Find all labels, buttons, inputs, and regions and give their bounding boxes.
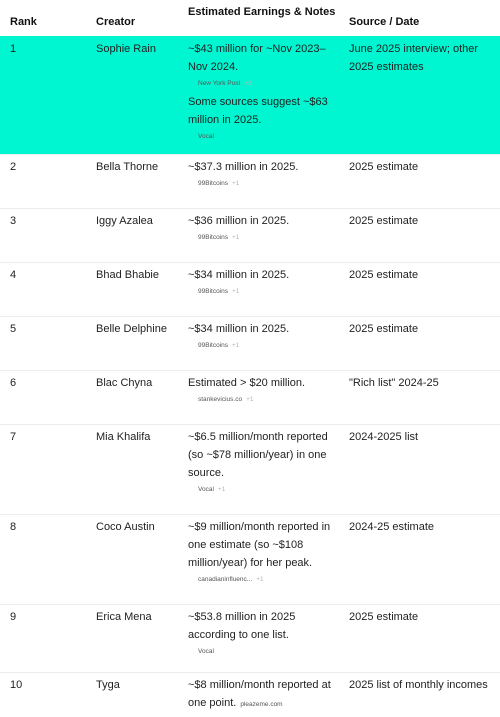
note-text: ~$37.3 million in 2025.	[188, 161, 299, 173]
notes-cell	[188, 608, 340, 661]
citation-more-count[interactable]: +1	[232, 234, 240, 241]
creator-cell: Belle Delphine	[96, 323, 167, 335]
citation-source[interactable]: stankevicius.co	[198, 396, 243, 403]
citation-source[interactable]: Vocal	[198, 133, 214, 140]
source-cell: 2025 estimate	[349, 323, 419, 335]
table-header	[0, 0, 500, 36]
table-row	[0, 262, 500, 316]
notes-cell	[188, 518, 340, 589]
notes-cell	[188, 320, 340, 355]
rank-cell: 4	[10, 269, 17, 281]
table-row	[0, 672, 500, 717]
note-text: ~$8 million/month reported at one point.	[188, 679, 331, 709]
table-row	[0, 316, 500, 370]
notes-cell	[188, 212, 340, 247]
row-divider	[0, 316, 500, 317]
rank-cell: 10	[10, 679, 23, 691]
creator-cell: Iggy Azalea	[96, 215, 153, 227]
note-text: ~$9 million/month reported in one estimate (so ~$108 million/year) for her peak.	[188, 521, 331, 569]
row-divider	[0, 208, 500, 209]
row-divider	[0, 604, 500, 605]
table-row	[0, 604, 500, 672]
table-row	[0, 154, 500, 208]
citation-more-count[interactable]: +2	[244, 80, 252, 87]
note-text: Estimated > $20 million.	[188, 377, 306, 389]
citation-source[interactable]: 99Bitcoins	[198, 234, 228, 241]
creator-cell: Blac Chyna	[96, 377, 153, 389]
rank-cell: 8	[10, 521, 17, 533]
row-divider	[0, 370, 500, 371]
creator-cell: Tyga	[96, 679, 120, 691]
row-divider	[0, 672, 500, 673]
citation-source[interactable]: Vocal	[198, 486, 214, 493]
citation-more-count[interactable]: +1	[232, 288, 240, 295]
table-row	[0, 514, 500, 604]
citation-chip[interactable]	[198, 233, 340, 243]
notes-cell	[188, 158, 340, 193]
row-divider	[0, 262, 500, 263]
rank-cell: 7	[10, 431, 17, 443]
header-rank: Rank	[10, 16, 37, 28]
source-cell: 2025 estimate	[349, 215, 419, 227]
citation-chip[interactable]	[198, 575, 340, 585]
row-divider	[0, 514, 500, 515]
rank-cell: 9	[10, 611, 17, 623]
note-text: ~$36 million in 2025.	[188, 215, 290, 227]
rank-cell: 6	[10, 377, 17, 389]
citation-more-count[interactable]: +1	[232, 180, 240, 187]
citation-chip[interactable]	[198, 647, 340, 657]
citation-chip[interactable]	[198, 395, 340, 405]
rank-cell: 1	[10, 43, 17, 55]
header-notes: Estimated Earnings & Notes	[188, 6, 336, 18]
source-cell: 2024-2025 list	[349, 431, 419, 443]
citation-source[interactable]: canadianinfluenc...	[198, 576, 253, 583]
citation-chip[interactable]	[240, 701, 282, 708]
source-cell: 2025 estimate	[349, 269, 419, 281]
citation-more-count[interactable]: +1	[256, 576, 264, 583]
citation-chip[interactable]	[198, 287, 340, 297]
citation-more-count[interactable]: +1	[232, 342, 240, 349]
citation-chip[interactable]	[198, 485, 340, 495]
citation-source[interactable]: Vocal	[198, 648, 214, 655]
source-cell: 2025 estimate	[349, 161, 419, 173]
notes-cell	[188, 676, 340, 712]
row-divider	[0, 154, 500, 155]
citation-source[interactable]: 99Bitcoins	[198, 180, 228, 187]
citation-chip[interactable]	[198, 79, 340, 89]
creator-cell: Bella Thorne	[96, 161, 159, 173]
citation-source[interactable]: 99Bitcoins	[198, 342, 228, 349]
citation-chip[interactable]	[198, 132, 340, 142]
table-row	[0, 424, 500, 514]
creator-cell: Coco Austin	[96, 521, 155, 533]
creator-cell: Bhad Bhabie	[96, 269, 159, 281]
table-row	[0, 36, 500, 154]
creator-cell: Erica Mena	[96, 611, 152, 623]
source-cell: 2024-25 estimate	[349, 521, 434, 533]
creator-cell: Mia Khalifa	[96, 431, 151, 443]
notes-cell	[188, 40, 340, 146]
citation-source[interactable]: New York Post	[198, 80, 241, 87]
source-cell: June 2025 interview; other 2025 estimates	[349, 43, 479, 73]
notes-cell	[188, 374, 340, 409]
notes-cell	[188, 428, 340, 499]
citation-chip[interactable]	[198, 179, 340, 189]
row-divider	[0, 424, 500, 425]
header-source: Source / Date	[349, 16, 420, 28]
note-text: ~$34 million in 2025.	[188, 269, 290, 281]
rank-cell: 3	[10, 215, 17, 227]
table-row	[0, 208, 500, 262]
rank-cell: 5	[10, 323, 17, 335]
source-cell: "Rich list" 2024-25	[349, 377, 439, 389]
note-text: ~$53.8 million in 2025 according to one list.	[188, 611, 296, 641]
citation-source[interactable]: pleazeme.com	[240, 701, 283, 708]
table-row	[0, 370, 500, 424]
note-text: ~$6.5 million/month reported (so ~$78 million/year) in one source.	[188, 431, 328, 479]
rank-cell: 2	[10, 161, 17, 173]
creator-cell: Sophie Rain	[96, 43, 156, 55]
source-cell: 2025 list of monthly incomes	[349, 679, 488, 691]
notes-cell	[188, 266, 340, 301]
citation-more-count[interactable]: +1	[246, 396, 254, 403]
header-creator: Creator	[96, 16, 136, 28]
note-text: Some sources suggest ~$63 million in 2025.	[188, 96, 328, 126]
note-text: ~$43 million for ~Nov 2023–Nov 2024.	[188, 43, 326, 73]
citation-chip[interactable]	[198, 341, 340, 351]
citation-more-count[interactable]: +1	[217, 486, 226, 493]
citation-source[interactable]: 99Bitcoins	[198, 288, 228, 295]
source-cell: 2025 estimate	[349, 611, 419, 623]
note-text: ~$34 million in 2025.	[188, 323, 290, 335]
